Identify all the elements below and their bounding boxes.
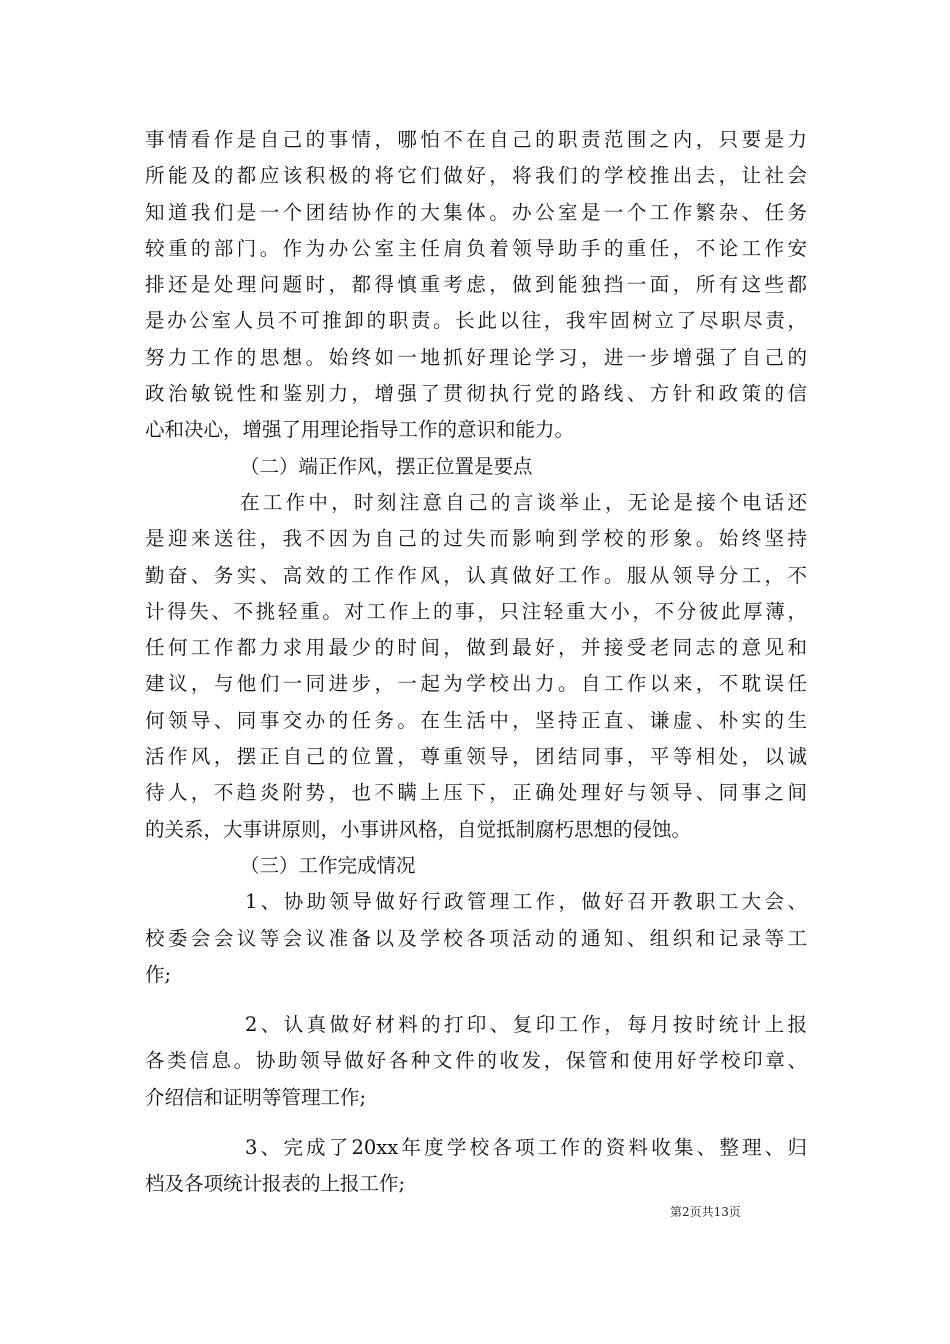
text-line: 较重的部门。作为办公室主任肩负着领导助手的重任，不论工作安: [145, 236, 807, 260]
document-body: [145, 122, 807, 1203]
text-line: 计得失、不挑轻重。对工作上的事，只注轻重大小，不分彼此厚薄，: [145, 599, 807, 623]
text-line: 档及各项统计报表的上报工作;: [145, 1172, 406, 1196]
text-line: 的关系，大事讲原则，小事讲风格，自觉抵制腐朽思想的侵蚀。: [145, 817, 692, 841]
list-item-line: 3、完成了20xx年度学校各项工作的资料收集、整理、归: [245, 1136, 807, 1160]
text-line: 努力工作的思想。始终如一地抓好理论学习，进一步增强了自己的: [145, 345, 807, 369]
text-line: 是办公室人员不可推卸的职责。长此以往，我牢固树立了尽职尽责，: [145, 309, 807, 333]
paragraph-gap: [145, 993, 807, 1007]
text-line: 作;: [145, 962, 172, 986]
text-line: 活作风，摆正自己的位置，尊重领导，团结同事，平等相处，以诚: [145, 745, 807, 769]
text-line: 勤奋、务实、高效的工作作风，认真做好工作。服从领导分工，不: [145, 563, 807, 587]
section-heading: （三）工作完成情况: [240, 853, 416, 877]
text-line: 各类信息。协助领导做好各种文件的收发，保管和使用好学校印章、: [145, 1049, 807, 1073]
section-heading: （二）端正作风，摆正位置是要点: [240, 454, 533, 478]
list-item-line: 1、协助领导做好行政管理工作，做好召开教职工大会、: [245, 890, 807, 914]
page-number-footer: 第2页共13页: [670, 1205, 741, 1219]
text-line: 政治敏锐性和鉴别力，增强了贯彻执行党的路线、方针和政策的信: [145, 382, 807, 406]
paragraph-gap: [145, 1116, 807, 1130]
text-line: 排还是处理问题时，都得慎重考虑，做到能独挡一面，所有这些都: [145, 273, 807, 297]
text-line: 校委会会议等会议准备以及学校各项活动的通知、组织和记录等工: [145, 926, 807, 950]
text-line: 所能及的都应该积极的将它们做好，将我们的学校推出去，让社会: [145, 164, 807, 188]
text-line: 待人，不趋炎附势，也不瞒上压下，正确处理好与领导、同事之间: [145, 781, 807, 805]
text-line: 介绍信和证明等管理工作;: [145, 1085, 367, 1109]
text-line: 事情看作是自己的事情，哪怕不在自己的职责范围之内，只要是力: [145, 128, 807, 151]
text-line: 是迎来送往，我不因为自己的过失而影响到学校的形象。始终坚持: [145, 527, 807, 551]
list-item-line: 2、认真做好材料的打印、复印工作，每月按时统计上报: [245, 1013, 807, 1037]
text-line: 任何工作都力求用最少的时间，做到最好，并接受老同志的意见和: [145, 636, 807, 660]
text-line: 在工作中，时刻注意自己的言谈举止，无论是接个电话还: [240, 490, 807, 514]
text-line: 何领导、同事交办的任务。在生活中，坚持正直、谦虚、朴实的生: [145, 708, 807, 732]
text-line: 知道我们是一个团结协作的大集体。办公室是一个工作繁杂、任务: [145, 200, 807, 224]
text-line: 建议，与他们一同进步，一起为学校出力。自工作以来，不耽误任: [145, 672, 807, 696]
text-line: 心和决心，增强了用理论指导工作的意识和能力。: [145, 418, 575, 442]
